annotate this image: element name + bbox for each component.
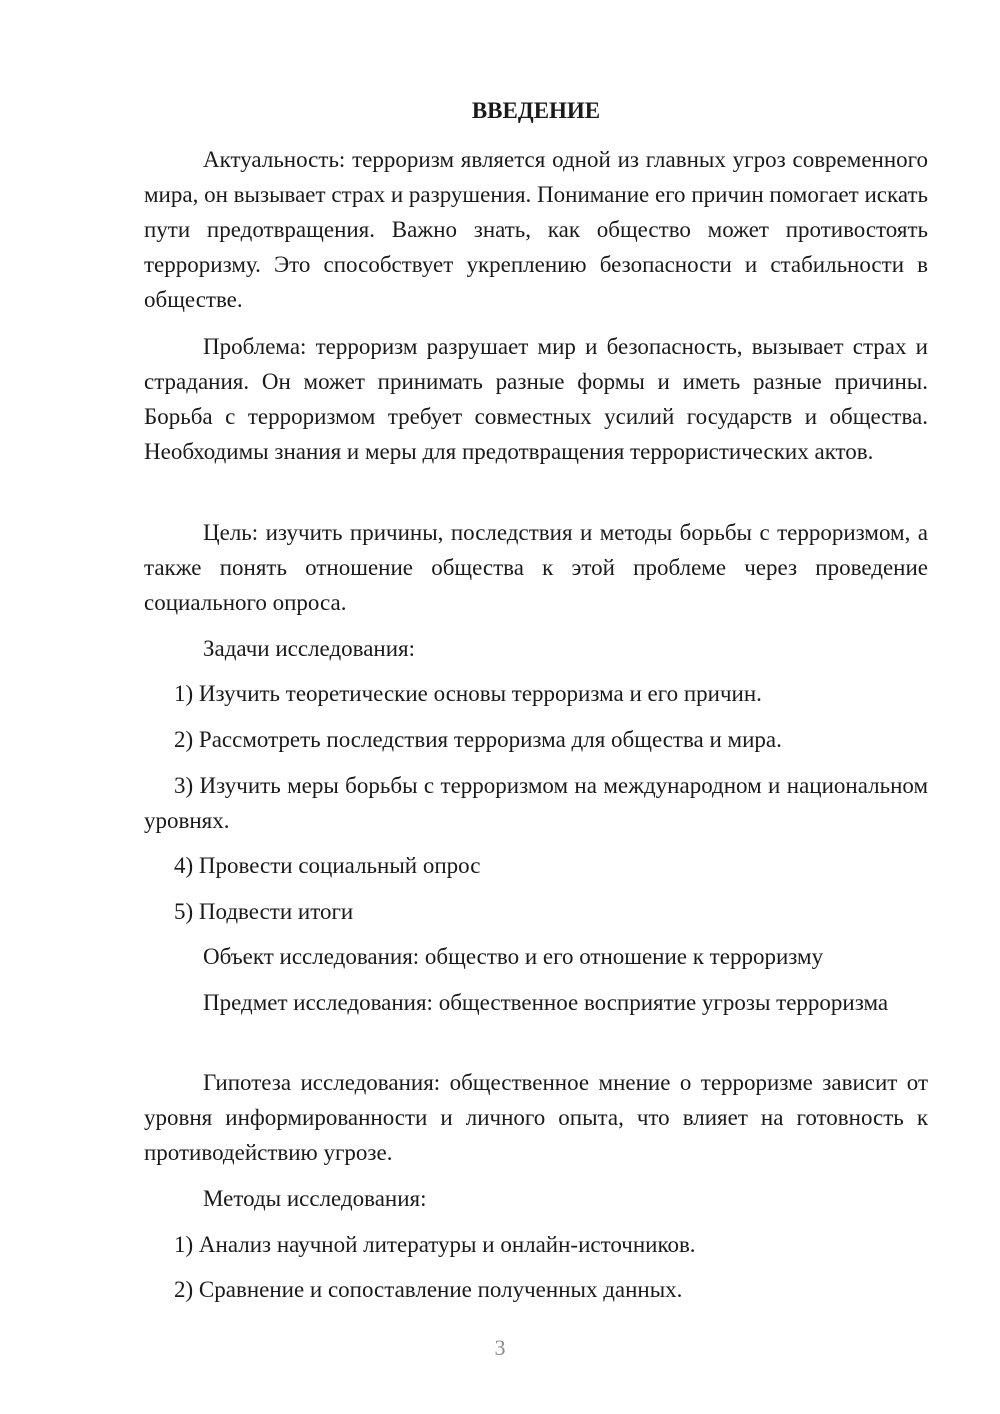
list-item-task-1: 1) Изучить теоретические основы терроризма и его причин. <box>174 681 762 706</box>
page-number: 3 <box>494 1335 506 1360</box>
paragraph-tasks-heading: Задачи исследования: <box>203 636 416 661</box>
paragraph-relevance: Актуальность: терроризм является одной из главных угроз современного мира, он вызывает страх и разрушения. Понимание его причин помогает искать пути предотвращения. Важно знать, как общество может противостоять терроризму. Это способствует укреплению безопасности и стабильности в обществе. <box>144 147 928 312</box>
paragraph-problem: Проблема: терроризм разрушает мир и безопасность, вызывает страх и страдания. Он может принимать разные формы и иметь разные причины. Борьба с терроризмом требует совместных усилий государств и общества. Необходимы знания и меры для предотвращения террористических актов. <box>144 334 928 464</box>
section-title: ВВЕДЕНИЕ <box>471 98 601 123</box>
paragraph-object: Объект исследования: общество и его отношение к терроризму <box>203 944 824 969</box>
paragraph-subject: Предмет исследования: общественное восприятие угрозы терроризма <box>203 990 889 1015</box>
list-item-task-4: 4) Провести социальный опрос <box>174 853 481 878</box>
list-item-task-3: 3) Изучить меры борьбы с терроризмом на международном и национальном уровнях. <box>144 773 928 833</box>
list-item-method-2: 2) Сравнение и сопоставление полученных данных. <box>174 1277 683 1302</box>
list-item-task-5: 5) Подвести итоги <box>174 899 354 924</box>
list-item-method-1: 1) Анализ научной литературы и онлайн-источников. <box>174 1232 696 1257</box>
list-item-task-2: 2) Рассмотреть последствия терроризма для общества и мира. <box>174 727 782 752</box>
paragraph-hypothesis: Гипотеза исследования: общественное мнение о терроризме зависит от уровня информированности и личного опыта, что влияет на готовность к противодействию угрозе. <box>144 1070 928 1165</box>
paragraph-methods-heading: Методы исследования: <box>203 1186 427 1211</box>
paragraph-goal: Цель: изучить причины, последствия и методы борьбы с терроризмом, а также понять отношение общества к этой проблеме через проведение социального опроса. <box>144 520 928 615</box>
